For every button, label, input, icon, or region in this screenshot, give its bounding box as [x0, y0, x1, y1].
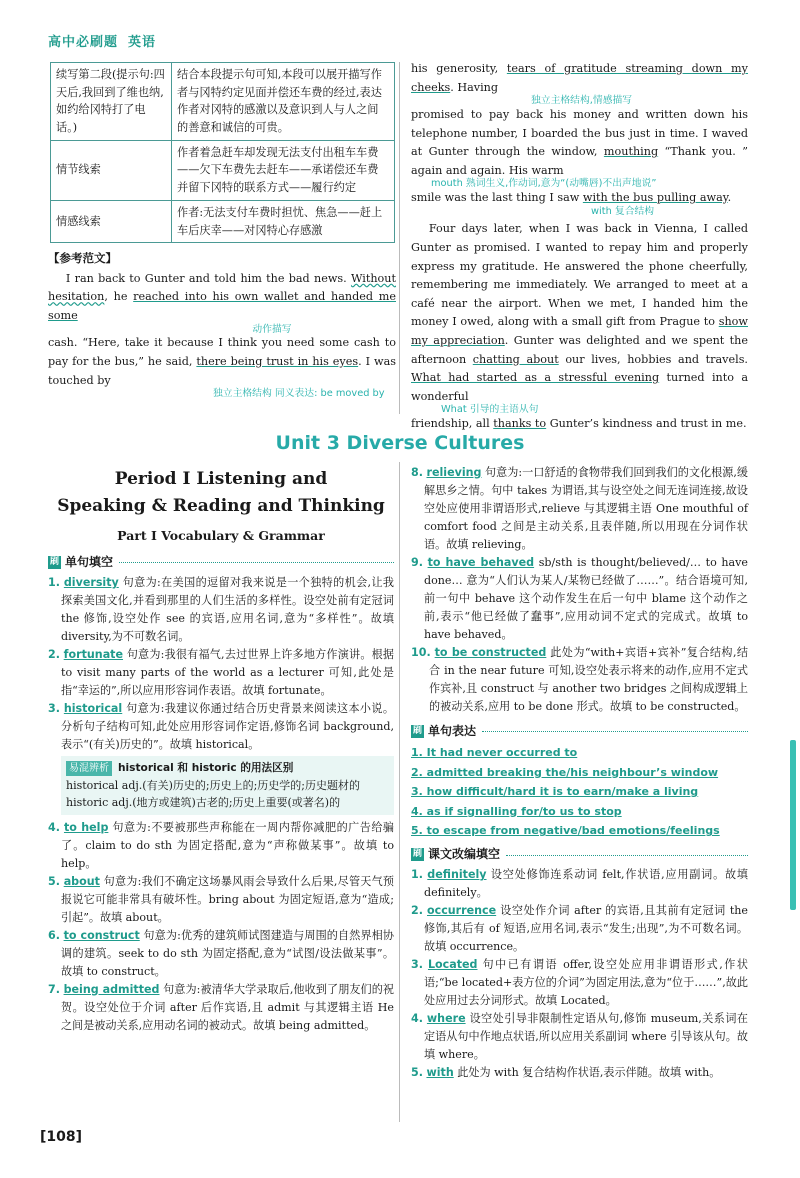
highlight-phrase: Without hesitation	[48, 271, 396, 304]
item-number: 5.	[48, 874, 60, 888]
divider	[119, 561, 394, 563]
answer: to have behaved	[427, 555, 535, 569]
box-tag: 易混辨析	[66, 761, 112, 776]
explanation: 句意为:我们不确定这场暴风雨会导致什么后果,尽管天气预报说它可能非常具有破坏性。bring about 为固定短语,意为“造成;引起”。故填 about。	[61, 874, 394, 924]
text-run: I ran back to Gunter and told him the bad news.	[65, 271, 351, 285]
answer: about	[63, 874, 100, 888]
highlight-phrase: there being trust in his eyes	[196, 354, 359, 368]
answer: historical	[63, 701, 123, 715]
annotation-note: 独立主格结构,情感描写	[531, 95, 633, 107]
explanation: 设空处作介词 after 的宾语,且其前有定冠词 the 修饰,其后有 of 短语,应用名词,表示“发生;出现”,为不可数名词。故填 occurrence。	[424, 904, 748, 954]
highlight-phrase: thanks to	[493, 417, 547, 431]
table-row	[51, 63, 395, 141]
reference-paragraph-1	[48, 270, 396, 400]
list-item	[411, 866, 748, 902]
list-item	[48, 574, 394, 646]
answer: Located	[427, 958, 478, 972]
column-divider	[399, 462, 400, 1122]
text-run: . Having	[450, 80, 499, 94]
table-cell: 作者着急赶车却发现无法支付出租车车费——欠下车费先去赶车——承诺偿还车费并留下冈特的联系方式——履行约定	[172, 140, 395, 200]
text-run: Gunter’s kindness and trust in me.	[546, 417, 747, 431]
text-run: turned into a wonderful	[411, 371, 749, 403]
list-item	[411, 464, 748, 554]
text-run: . Gunter was delighted and we spent the afternoon	[411, 333, 748, 366]
explanation: 句中已有谓语 offer,设空处应用非谓语形式,作状语;“be located+表方位的介词”为固定用法,意为“位于……”,故此处应用过去分词形式。故填 Located。	[424, 958, 748, 1008]
list-item	[411, 554, 748, 644]
text-run: , he	[104, 290, 134, 304]
expression-item: 1. It had never occurred to	[411, 746, 578, 759]
text-run: promised to pay back his money and written down his telephone number, I boarded the bus just in time. I waved at Gunter through the window,	[411, 107, 748, 159]
list-item	[411, 956, 748, 1010]
item-number: 2.	[48, 647, 60, 661]
item-number: 3.	[411, 958, 423, 972]
item-number: 9.	[411, 555, 423, 569]
reference-title: 【参考范文】	[48, 251, 117, 266]
section-heading	[411, 845, 748, 864]
box-line: historical adj.(有关)历史的;历史上的;历史学的;历史题材的	[66, 778, 361, 792]
annotation-note: with 复合结构	[591, 205, 655, 217]
box-title: historical 和 historic 的用法区别	[118, 761, 294, 774]
running-header	[48, 32, 156, 53]
period-title-line-2: Speaking & Reading and Thinking	[57, 496, 385, 517]
explanation: 句意为:在美国的逗留对我来说是一个独特的机会,让我探索美国文化,并看到那里的人们生活的多样性。设空处前有定冠词 the 修饰,设空处作 see 的宾语,应用名词,意为“多样性”。故填 diversity,为不可数名词。	[61, 576, 394, 643]
section-title: 单句表达	[428, 723, 477, 738]
box-line: historic adj.(地方或建筑)古老的;历史上重要(或著名)的	[66, 796, 341, 810]
bottom-left-column	[48, 466, 394, 1035]
item-number: 10.	[411, 645, 431, 659]
list-item	[48, 927, 394, 981]
explanation: 句意为:被清华大学录取后,他收到了朋友们的祝贺。设空处位于介词 after 后作宾语,且 admit 与其逻辑主语 He 之间是被动关系,应用动名词的被动式。故填 being admitted。	[61, 982, 394, 1032]
list-item	[411, 902, 748, 956]
text-run: cash. “Here, take it because I think you need some cash to pay for the bus,” he said,	[48, 336, 396, 368]
table-cell: 情感线索	[51, 200, 172, 242]
section-title: 课文改编填空	[428, 846, 501, 861]
annotation-note: mouth 熟词生义,作动词,意为“(动嘴唇)不出声地说”	[431, 178, 657, 190]
top-left-column	[48, 62, 396, 399]
explanation: 句意为:我建议你通过结合历史背景来阅读这本小说。分析句子结构可知,此处应用形容词作定语,修饰名词 background,表示“(有关)历史的”。故填 historical。	[61, 701, 394, 751]
text-run: his generosity,	[411, 62, 507, 75]
annotation-note: 独立主格结构 同义表达: be moved by	[213, 388, 385, 400]
explanation: 设空处修饰连系动词 felt,作状语,应用副词。故填 definitely。	[424, 868, 748, 900]
text-run: smile was the last thing I saw	[411, 191, 583, 205]
answer: to help	[63, 820, 109, 834]
list-item	[411, 644, 748, 716]
item-number: 4.	[48, 820, 60, 834]
text-run: friendship, all	[411, 417, 494, 431]
explanation: 句意为:优秀的建筑师试图建造与周围的自然界相协调的建筑。seek to do sth 为固定搭配,意为“试图/设法做某事”。故填 to construct。	[61, 928, 394, 978]
annotation-note: What 引导的主语从句	[441, 404, 539, 416]
table-cell: 续写第二段(提示句:四天后,我回到了维也纳,如约给冈特打了电话。)	[51, 63, 172, 141]
confusion-note-box	[61, 756, 394, 815]
highlight-phrase: reached into his own wallet and handed me some	[48, 290, 396, 322]
item-number: 6.	[48, 928, 60, 942]
highlight-phrase: What had started as a stressful evening	[411, 371, 660, 385]
highlight-phrase: show my appreciation	[411, 315, 748, 347]
expression-item: 2. admitted breaking the/his neighbour’s window	[411, 765, 719, 779]
explanation: 此处为“with+宾语+宾补”复合结构,结合 in the near future 可知,设空处表示将来的动作,应用不定式作宾补,且 construct 与 another two bridges 之间构成逻辑上的被动关系,应用 to be done 形式。故填 to be constructed。	[429, 645, 748, 713]
table-cell: 作者:无法支付车费时担忧、焦急——赶上车后庆幸——对冈特心存感激	[172, 200, 395, 242]
annotation-note: 动作描写	[252, 323, 292, 335]
answer: fortunate	[63, 647, 124, 661]
brush-icon: 刷	[412, 849, 422, 860]
text-run: our lives, hobbies and travels.	[558, 352, 748, 366]
item-number: 7.	[48, 982, 60, 996]
answer: occurrence	[427, 904, 497, 918]
expression-item: 4. as if signalling for/to us to stop	[411, 804, 622, 818]
table-row	[51, 200, 395, 242]
expression-item: 3. how difficult/hard it is to earn/make a living	[411, 785, 699, 799]
answer: definitely	[427, 868, 487, 882]
section-heading	[411, 722, 748, 741]
explanation: 句意为:不要被那些声称能在一周内帮你减肥的广告给骗了。claim to do sth 为固定搭配,意为“声称做某事”。故填 to help。	[61, 820, 394, 870]
page-number: [108]	[40, 1129, 83, 1145]
highlight-phrase: mouthing	[603, 145, 659, 159]
text-run: Four days later, when I was back in Vienna, I called Gunter as promised. I wanted to repay him and properly express my gratitude. He answered the phone cheerfully, remembering me immediately. We arranged to meet at a café near the airport. When we met, I handed him the money I owed, along with a small gift from Prague to	[411, 222, 748, 329]
explanation: 此处为 with 复合结构作状语,表示伴随。故填 with。	[453, 1065, 721, 1079]
list-item	[48, 873, 394, 927]
item-number: 2.	[411, 904, 423, 918]
top-right-column	[411, 60, 748, 434]
highlight-phrase: with the bus pulling away	[582, 191, 728, 205]
answer: relieving	[426, 466, 482, 479]
divider	[506, 854, 748, 856]
table-cell: 结合本段提示句可知,本段可以展开描写作者与冈特约定见面并偿还车费的经过,表达作者对冈特的感激以及意识到人与人之间的善意和诚信的可贵。	[172, 63, 395, 141]
period-title-line-1: Period Ⅰ Listening and	[114, 469, 328, 489]
item-number: 3.	[48, 701, 60, 715]
answer: to be constructed	[434, 645, 547, 659]
brush-icon: 刷	[412, 725, 422, 736]
highlight-phrase: chatting about	[472, 352, 559, 366]
list-item	[48, 819, 394, 873]
highlight-phrase: tears of gratitude streaming down my cheeks	[411, 62, 748, 94]
book-title: 高中必刷题	[48, 35, 119, 50]
clue-table	[50, 62, 395, 243]
answer: with	[426, 1065, 454, 1079]
answer: being admitted	[63, 982, 160, 996]
part-title: Part Ⅰ Vocabulary & Grammar	[117, 528, 325, 544]
divider	[482, 730, 748, 732]
item-number: 8.	[411, 466, 423, 479]
item-number: 4.	[411, 1012, 423, 1026]
answer: to construct	[63, 928, 140, 942]
answer: diversity	[63, 576, 119, 590]
section-heading	[48, 553, 394, 572]
explanation: 句意为:我很有福气,去过世界上许多地方作演讲。根据 to visit many parts of the world as a lecturer 可知,此处是指“幸运的”,所以应用形容词作表语。故填 fortunate。	[61, 647, 394, 697]
table-row	[51, 140, 395, 200]
table-cell: 情节线索	[51, 140, 172, 200]
explanation: 句意为:一口舒适的食物带我们回到我们的文化根源,缓解思乡之情。句中 takes 为谓语,其与设空处之间无连词连接,故设空处应使用非谓语形式,relieve 与其逻辑主语 One mouthful of comfort food 之间是主动关系,且表伴随,所以用现在分词作状语。故填 relieving。	[424, 466, 749, 551]
reference-paragraph-1-cont	[411, 60, 748, 217]
reference-paragraph-2	[411, 220, 748, 433]
text-run: “Thank you. ” again and again. His warm	[411, 145, 748, 177]
text-run: .	[727, 191, 732, 205]
subject-label: 英语	[128, 35, 157, 50]
unit-title: Unit 3 Diverse Cultures	[275, 432, 525, 454]
item-number: 5.	[411, 1065, 423, 1079]
answer: where	[426, 1012, 466, 1026]
text-run: . I was touched by	[48, 354, 397, 387]
column-divider	[399, 62, 400, 414]
explanation: 设空处引导非限制性定语从句,修饰 museum,关系词在定语从句中作地点状语,所以应用关系副词 where 引导该从句。故填 where。	[424, 1012, 748, 1062]
bottom-right-column	[411, 464, 748, 1082]
expression-item: 5. to escape from negative/bad emotions/feelings	[411, 824, 720, 838]
item-number: 1.	[48, 576, 60, 590]
brush-icon: 刷	[49, 556, 59, 567]
list-item	[411, 1064, 748, 1082]
list-item	[48, 981, 394, 1035]
list-item	[48, 700, 394, 754]
list-item	[48, 646, 394, 700]
list-item	[411, 1010, 748, 1064]
explanation: sb/sth is thought/believed/… to have done… 意为“人们认为某人/某物已经做了……”。结合语境可知,前一句中 behave 这个动作发生在后一句中 blame 这个动作之前,表示“他已经做了蠢事”,应用动词不定式的完成式。故填 to have behaved。	[424, 555, 748, 641]
side-tab-marker	[790, 740, 796, 910]
item-number: 1.	[411, 868, 423, 882]
section-title: 单句填空	[65, 554, 114, 569]
